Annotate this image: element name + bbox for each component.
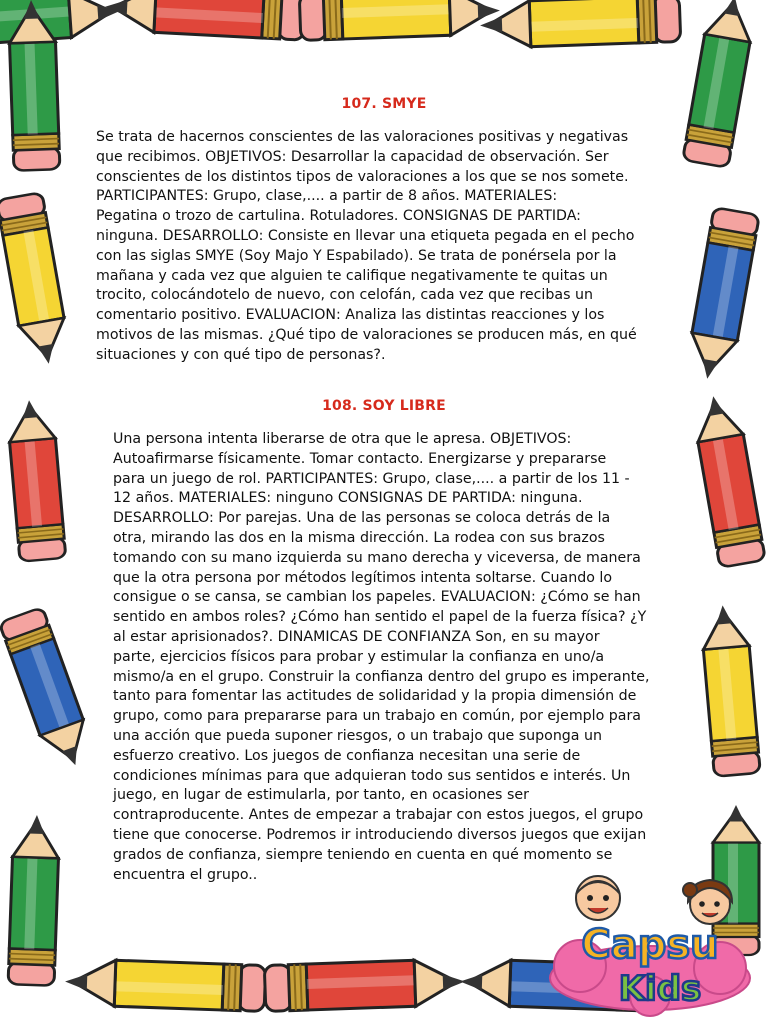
section-1-title: 107. SMYE [341,96,427,112]
capsu-kids-logo [540,868,760,1018]
kid-girl-icon [683,880,732,924]
section-1-body: Se trata de hacernos conscientes de las valoraciones positivas y negativas que recibimos. OBJETIVOS: Desarrollar la capacidad de observación. Ser conscientes de los distintos tipos de valoraciones a los que se nos somete. PARTICIPANTES: Grupo, clase,.... a partir de 8 años. MATERIALES: Pegatina o trozo de cartulina. Rotuladores. CONSIGNAS DE PARTIDA: ninguna. DESARROLLO: Consiste en llevar una etiqueta pegada en el pecho con las siglas SMYE (Soy Majo Y Espabilado). Se trata de ponérsela por la mañana y cada vez que alguien te califique negativamente te quitas un trocito, colocándotelo de nuevo, con celofán, cada vez que recibas un comentario positivo. EVALUACION: Analiza las distintas reacciones y los motivos de las mismas. ¿Qué tipo de valoraciones se producen más, en qué situaciones y con qué tipo de personas?. [96,129,637,363]
kid-boy-icon [576,876,620,920]
section-2-title: 108. SOY LIBRE [322,398,446,414]
logo-text-top: Capsu [581,922,719,968]
logo-text-bottom: Kids [618,969,702,1009]
section-2-body: Una persona intenta liberarse de otra que le apresa. OBJETIVOS: Autoafirmarse físicamente. Tomar contacto. Energizarse y prepararse para un juego de rol. PARTICIPANTES: Grupo, clase,.... a partir de los 11 - 12 años. MATERIALES: ninguno CONSIGNAS DE PARTIDA: ninguna. DESARROLLO: Por parejas. Una de las personas se coloca detrás de la otra, mirando las dos en la misma dirección. La rodea con sus brazos tomando con su mano izquierda su mano derecha y viceversa, de manera que la otra persona por métodos legítimos intenta soltarse. Cuando lo consigue o se cansa, se cambian los papeles. EVALUACION: ¿Cómo se han sentido en ambos roles? ¿Cómo han sentido el papel de la fuerza física? ¿Y al estar aprisionados?. DINAMICAS DE CONFIANZA Son, en su mayor parte, ejercicios físicos para probar y estimular la confianza en uno/a mismo/a en el grupo. Construir la confianza dentro del grupo es imperante, tanto para fomentar las actitudes de solidaridad y la propia dimensión de grupo, como para prepararse para un trabajo en común, por ejemplo para una acción que pueda suponer riesgos, o un trabajo que suponga un esfuerzo creativo. Los juegos de confianza necesitan una serie de condiciones mínimas para que adquieran todo sus sentidos e interés. Un juego, en lugar de estimularla, por tanto, en ocasiones ser contraproducente. Antes de empezar a trabajar con estos juegos, el grupo tiene que conocerse. Podremos ir introduciendo diversos juegos que exijan grados de confianza, siempre teniendo en cuenta en qué momento se encuentra el grupo.. [113,431,650,883]
